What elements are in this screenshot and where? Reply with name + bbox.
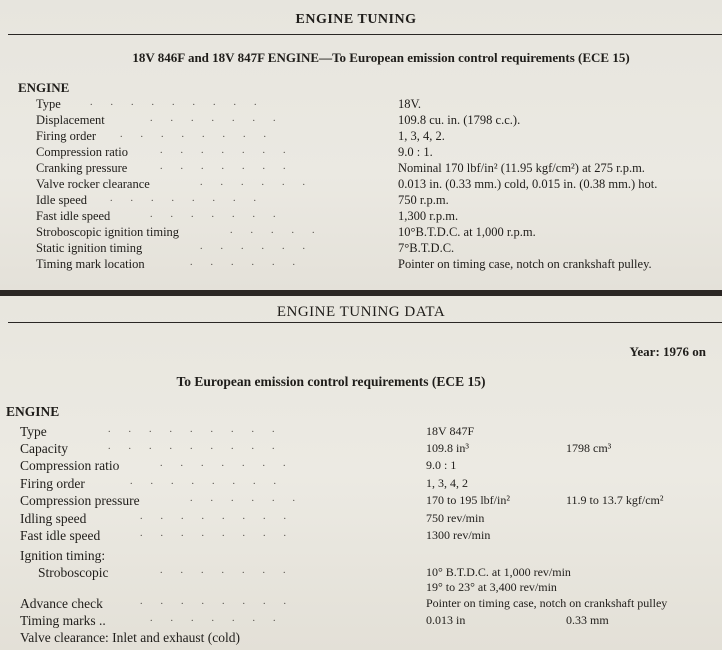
leader-dots: .......	[160, 145, 304, 156]
spec-row	[0, 613, 722, 629]
manual-page-top	[0, 0, 722, 290]
spec-row	[0, 145, 722, 161]
spec-row	[0, 129, 722, 145]
spec-label: Capacity	[20, 441, 68, 456]
spec-label: Fast idle speed	[20, 528, 101, 543]
spec-label: Valve rocker clearance	[36, 177, 150, 191]
spec-label: Compression ratio	[20, 458, 120, 473]
spec-value: 18V.	[398, 97, 422, 111]
spec-label: Compression ratio	[36, 145, 129, 159]
spec-label: Stroboscopic	[38, 565, 109, 580]
spec-label: Timing mark location	[36, 257, 145, 271]
spec-value: 1300 rev/min	[426, 528, 491, 542]
leader-dots: .........	[108, 441, 293, 452]
leader-dots: ........	[120, 129, 284, 140]
spec-row	[0, 596, 722, 612]
spec-row	[0, 630, 722, 646]
section-heading: ENGINE	[18, 80, 70, 95]
leader-dots: .......	[160, 161, 304, 172]
title-rule	[8, 322, 722, 323]
leader-dots: .......	[160, 458, 304, 469]
leader-dots: .......	[160, 565, 304, 576]
title-rule	[8, 34, 722, 35]
spec-value: Pointer on timing case, notch on crankshaft pulley.	[398, 257, 652, 271]
spec-label: Static ignition timing	[36, 241, 143, 255]
spec-label: Firing order	[36, 129, 97, 143]
spec-value: 750 r.p.m.	[398, 193, 449, 207]
spec-value: 9.0 : 1	[426, 458, 457, 472]
leader-dots: .........	[108, 424, 293, 435]
spec-value: Nominal 170 lbf/in² (11.95 kgf/cm²) at 275 r.p.m.	[398, 161, 645, 175]
spec-row	[0, 161, 722, 177]
spec-row	[0, 209, 722, 225]
spec-row	[0, 528, 722, 544]
spec-value: 18V 847F	[426, 424, 475, 438]
spec-row	[0, 493, 722, 509]
spec-label: Displacement	[36, 113, 105, 127]
spec-label: Compression pressure	[20, 493, 140, 508]
spec-value: 0.013 in. (0.33 mm.) cold, 0.015 in. (0.38 mm.) hot.	[398, 177, 658, 191]
spec-label: Timing marks ..	[20, 613, 106, 628]
manual-page-bottom	[0, 296, 722, 650]
spec-label: Firing order	[20, 476, 85, 491]
spec-label: Advance check	[20, 596, 103, 611]
spec-row	[0, 458, 722, 474]
spec-metric-value: 1798 cm³	[566, 441, 612, 455]
leader-dots: ........	[110, 193, 274, 204]
year-label: Year: 1976 on	[629, 344, 706, 359]
spec-row	[0, 580, 722, 596]
spec-label: Idling speed	[20, 511, 87, 526]
spec-value: 1, 3, 4, 2.	[398, 129, 445, 143]
spec-row	[0, 441, 722, 457]
spec-label: Stroboscopic ignition timing	[36, 225, 180, 239]
spec-row	[0, 511, 722, 527]
page-title: ENGINE TUNING DATA	[276, 304, 446, 320]
leader-dots: .......	[150, 613, 294, 624]
leader-dots: .....	[230, 225, 333, 236]
spec-row	[0, 257, 722, 273]
spec-label: Type	[36, 97, 61, 111]
spec-row	[0, 177, 722, 193]
spec-label: Fast idle speed	[36, 209, 111, 223]
spec-label: Valve clearance: Inlet and exhaust (cold)	[20, 630, 241, 645]
engine-subtitle: 18V 846F and 18V 847F ENGINE—To European emission control requirements (ECE 15)	[132, 50, 630, 65]
leader-dots: ........	[140, 511, 304, 522]
spec-value: 10°B.T.D.C. at 1,000 r.p.m.	[398, 225, 536, 239]
spec-value: Pointer on timing case, notch on crankshaft pulley	[426, 596, 668, 610]
spec-row	[0, 225, 722, 241]
leader-dots: ......	[200, 241, 323, 252]
spec-metric-value: 0.33 mm	[566, 613, 609, 627]
spec-row	[0, 97, 722, 113]
spec-row	[0, 565, 722, 581]
leader-dots: ......	[200, 177, 323, 188]
spec-value: 19° to 23° at 3,400 rev/min	[426, 580, 557, 594]
spec-value: 10° B.T.D.C. at 1,000 rev/min	[426, 565, 571, 579]
spec-metric-value: 11.9 to 13.7 kgf/cm²	[566, 493, 664, 507]
leader-dots: ........	[130, 476, 294, 487]
spec-value: 170 to 195 lbf/in²	[426, 493, 510, 507]
spec-value: 9.0 : 1.	[398, 145, 433, 159]
spec-row	[0, 241, 722, 257]
spec-value: 750 rev/min	[426, 511, 485, 525]
leader-dots: ......	[190, 257, 313, 268]
spec-value: 1,300 r.p.m.	[398, 209, 459, 223]
section-heading: ENGINE	[6, 404, 60, 419]
spec-row	[0, 476, 722, 492]
leader-dots: .......	[150, 113, 294, 124]
spec-label: Cranking pressure	[36, 161, 128, 175]
engine-subtitle: To European emission control requirements (ECE 15)	[176, 374, 486, 389]
spec-row	[0, 424, 722, 440]
spec-value: 109.8 in³	[426, 441, 469, 455]
leader-dots: .........	[90, 97, 275, 108]
spec-label: Idle speed	[36, 193, 88, 207]
spec-label: Type	[20, 424, 47, 439]
page-title: ENGINE TUNING	[295, 12, 417, 27]
spec-value: 0.013 in	[426, 613, 466, 627]
leader-dots: .......	[150, 209, 294, 220]
spec-row	[0, 193, 722, 209]
spec-value: 7°B.T.D.C.	[398, 241, 455, 255]
spec-value: 109.8 cu. in. (1798 c.c.).	[398, 113, 521, 127]
leader-dots: ......	[190, 493, 313, 504]
spec-value: 1, 3, 4, 2	[426, 476, 468, 490]
spec-row	[0, 548, 722, 564]
leader-dots: ........	[140, 528, 304, 539]
spec-row	[0, 113, 722, 129]
spec-label: Ignition timing:	[20, 548, 106, 563]
leader-dots: ........	[140, 596, 304, 607]
